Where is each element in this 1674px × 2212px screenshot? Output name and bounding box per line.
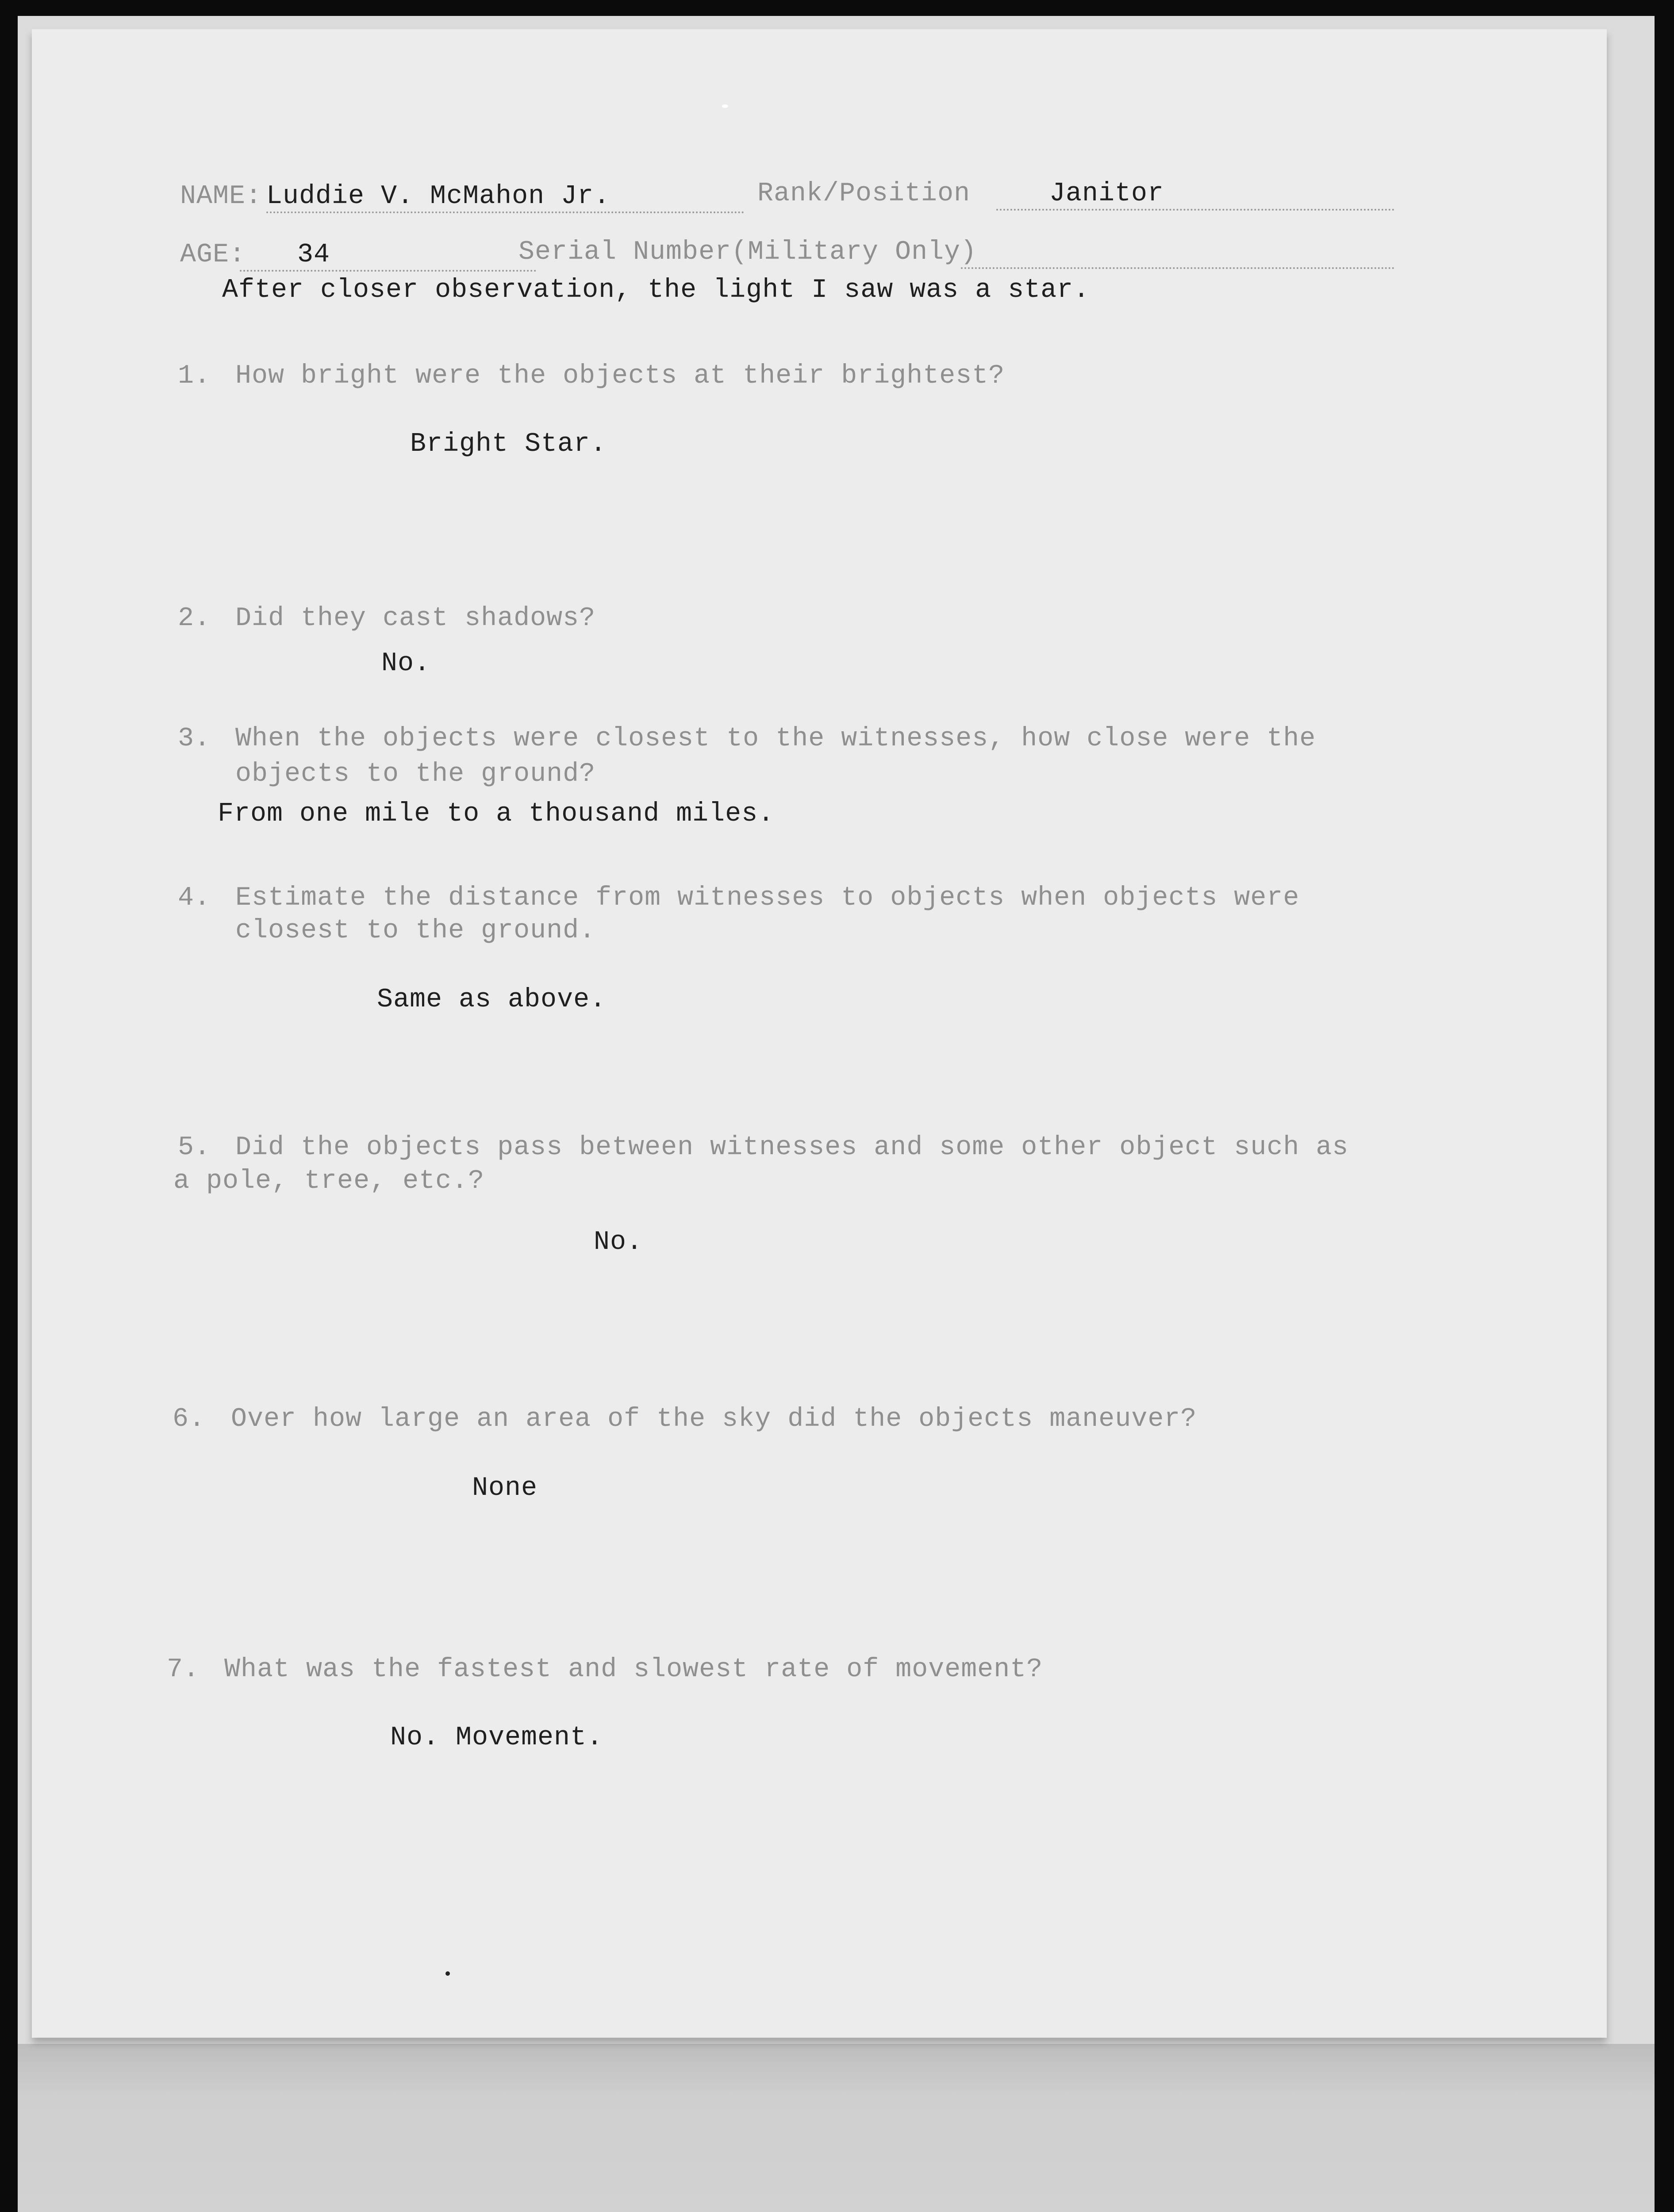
answer-5: No.	[594, 1227, 643, 1257]
ink-speck	[445, 1971, 450, 1976]
serial-underline	[961, 267, 1394, 269]
question-2-text: Did they cast shadows?	[235, 603, 596, 634]
question-3-text-line-2: objects to the ground?	[235, 759, 596, 789]
answer-3: From one mile to a thousand miles.	[218, 799, 775, 829]
ink-speck	[722, 104, 728, 108]
name-value: Luddie V. McMahon Jr.	[266, 181, 610, 211]
age-underline	[240, 270, 536, 272]
serial-label: Serial Number(Military Only)	[518, 237, 977, 267]
rank-label: Rank/Position	[757, 179, 971, 209]
question-5-text-line-1: Did the objects pass between witnesses and some other object such as	[235, 1133, 1349, 1163]
rank-value: Janitor	[1049, 179, 1164, 209]
answer-4: Same as above.	[377, 985, 607, 1015]
question-7-text: What was the fastest and slowest rate of movement?	[224, 1655, 1043, 1685]
age-label: AGE:	[180, 240, 246, 270]
rank-underline	[996, 209, 1394, 211]
question-7-number: 7.	[167, 1655, 200, 1685]
question-1-number: 1.	[178, 361, 211, 391]
answer-6: None	[472, 1473, 538, 1503]
question-3-number: 3.	[178, 724, 211, 754]
answer-7: No. Movement.	[390, 1723, 603, 1753]
name-label: NAME:	[180, 181, 262, 211]
age-value: 34	[297, 240, 330, 270]
document-page	[32, 29, 1607, 2038]
question-3-text-line-1: When the objects were closest to the witnesses, how close were the	[235, 724, 1316, 754]
lower-mat	[18, 2044, 1655, 2212]
question-6-number: 6.	[173, 1404, 206, 1434]
question-1-text: How bright were the objects at their brightest?	[235, 361, 1005, 391]
question-4-text-line-2: closest to the ground.	[235, 916, 596, 946]
answer-1: Bright Star.	[410, 429, 607, 459]
question-5-text-line-2: a pole, tree, etc.?	[173, 1166, 485, 1196]
question-2-number: 2.	[178, 603, 211, 634]
question-4-number: 4.	[178, 883, 211, 913]
answer-2: No.	[381, 649, 431, 679]
observation-note: After closer observation, the light I saw was a star.	[222, 275, 1090, 305]
question-5-number: 5.	[178, 1133, 211, 1163]
question-4-text-line-1: Estimate the distance from witnesses to objects when objects were	[235, 883, 1300, 913]
name-underline	[266, 211, 744, 213]
question-6-text: Over how large an area of the sky did the objects maneuver?	[231, 1404, 1197, 1434]
